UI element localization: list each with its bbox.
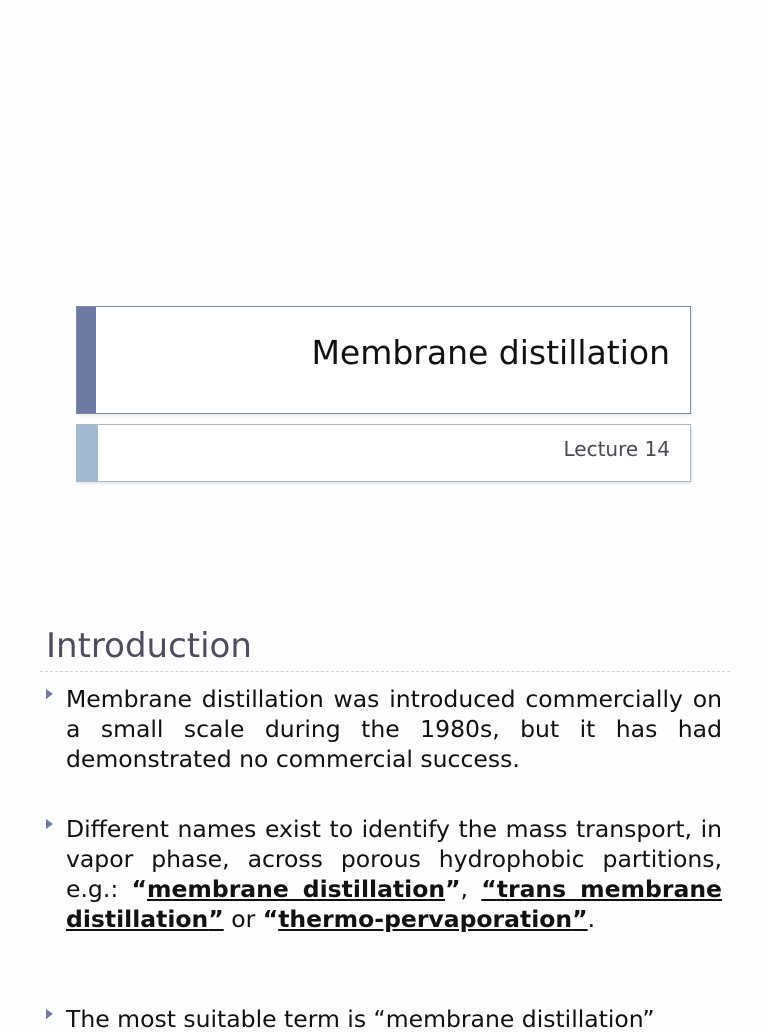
bullet-arrow-icon	[46, 689, 53, 699]
bullet-text: Membrane distillation was introduced commercially on a small scale during the 1980s, but it has had demonstrated no commercial success.	[66, 685, 722, 773]
term-membrane-distillation: membrane distillation	[146, 875, 446, 903]
term-trans-membrane-distillation: trans membrane distillation	[66, 875, 722, 933]
bullet-text: The most suitable term is “membrane distillation”	[66, 1005, 655, 1033]
period-text: .	[587, 905, 596, 933]
slide-subtitle: Lecture 14	[563, 437, 670, 461]
quote-mark: “	[131, 875, 147, 903]
bullet-intro-text: Different names exist to identify the mass transport, in vapor phase, across porous hydrophobic partitions, e.g.:	[66, 815, 722, 903]
separator-text: ,	[460, 875, 482, 903]
heading-divider	[40, 671, 730, 672]
title-placeholder	[76, 306, 691, 414]
bullet-item	[46, 1004, 722, 1034]
or-text: or	[223, 905, 263, 933]
title-accent-bar	[77, 307, 96, 413]
bullet-item	[46, 814, 722, 934]
bullet-text	[66, 814, 722, 934]
bullet-arrow-icon	[46, 819, 53, 829]
section-heading: Introduction	[46, 626, 252, 666]
term-thermo-pervaporation: thermo-pervaporation	[278, 905, 573, 933]
bullet-arrow-icon	[46, 1009, 53, 1019]
quote-mark: “	[262, 905, 279, 933]
subtitle-accent-bar	[77, 425, 98, 481]
quote-mark: “	[481, 875, 497, 903]
quote-mark: ”	[572, 905, 588, 933]
quote-mark: ”	[208, 905, 224, 933]
slide-title: Membrane distillation	[311, 333, 670, 372]
bullet-item	[46, 684, 722, 774]
subtitle-placeholder	[76, 424, 691, 482]
quote-mark: ”	[445, 875, 461, 903]
